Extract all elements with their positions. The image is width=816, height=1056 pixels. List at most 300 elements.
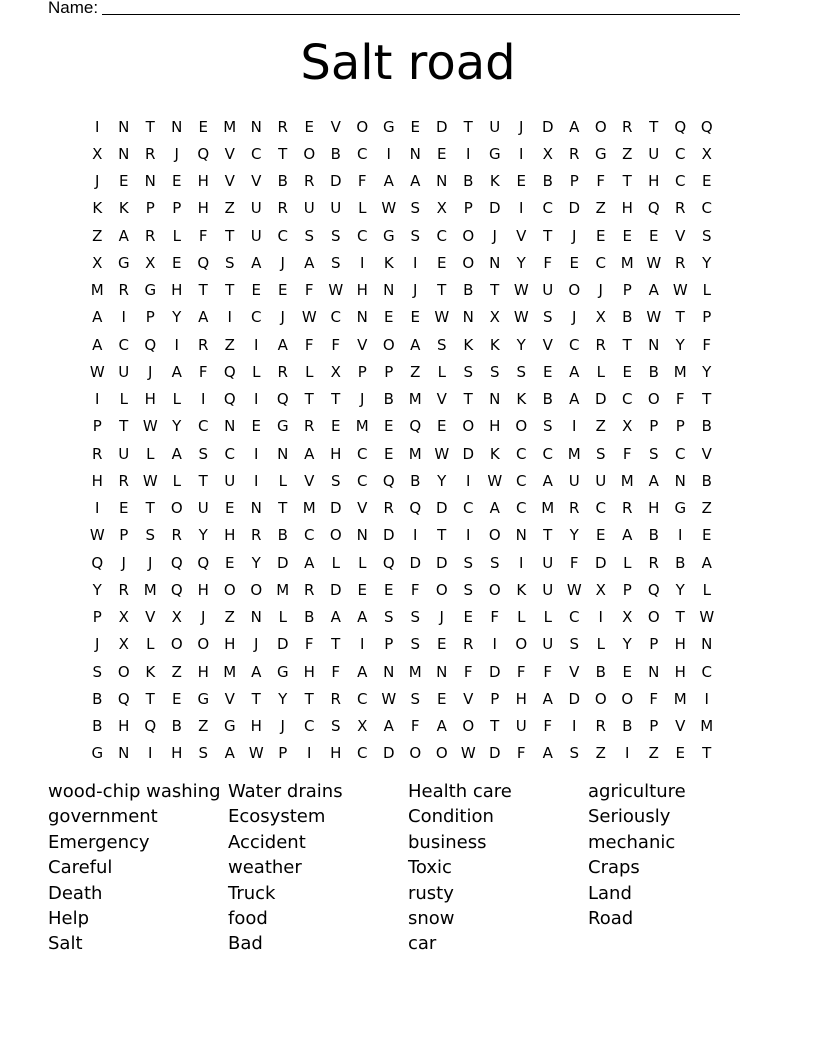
grid-letter: T <box>304 390 314 409</box>
grid-letter: A <box>171 362 182 381</box>
grid-letter: K <box>383 253 394 272</box>
word-list-item: wood-chip washing <box>48 781 221 802</box>
grid-letter: D <box>541 117 554 136</box>
grid-letter: W <box>672 281 688 300</box>
grid-letter: U <box>250 199 262 218</box>
grid-letter: N <box>250 117 262 136</box>
grid-letter: T <box>145 499 155 518</box>
grid-letter: Z <box>198 717 209 736</box>
grid-letter: L <box>331 553 340 572</box>
grid-letter: S <box>569 635 580 654</box>
grid-letter: R <box>330 689 341 708</box>
grid-letter: Z <box>595 199 606 218</box>
grid-letter: A <box>542 744 553 763</box>
grid-letter: G <box>382 117 395 136</box>
grid-letter: Z <box>701 499 712 518</box>
grid-letter: C <box>251 144 262 163</box>
grid-letter: M <box>620 471 634 490</box>
grid-letter: B <box>675 553 686 572</box>
grid-letter: C <box>675 444 686 463</box>
grid-letter: R <box>622 117 633 136</box>
grid-letter: E <box>304 117 314 136</box>
grid-letter: A <box>92 308 103 327</box>
grid-letter: R <box>277 362 288 381</box>
grid-letter: S <box>304 226 315 245</box>
grid-letter: L <box>437 362 446 381</box>
grid-letter: G <box>276 417 289 436</box>
grid-letter: X <box>489 308 500 327</box>
grid-letter: L <box>146 444 155 463</box>
grid-letter: E <box>675 744 685 763</box>
grid-letter: B <box>622 308 633 327</box>
grid-letter: P <box>278 744 288 763</box>
grid-letter: U <box>330 199 342 218</box>
grid-letter: M <box>567 444 581 463</box>
grid-letter: Q <box>223 362 236 381</box>
grid-letter: X <box>145 253 156 272</box>
grid-letter: H <box>91 471 103 490</box>
grid-letter: T <box>543 226 553 245</box>
grid-letter: L <box>623 553 632 572</box>
grid-letter: T <box>225 226 235 245</box>
grid-letter: Z <box>648 744 659 763</box>
grid-letter: G <box>488 144 501 163</box>
grid-letter: Q <box>170 553 183 572</box>
grid-letter: E <box>543 362 553 381</box>
grid-letter: I <box>466 144 471 163</box>
grid-letter: O <box>409 744 422 763</box>
grid-letter: E <box>437 253 447 272</box>
grid-letter: Z <box>92 226 103 245</box>
grid-letter: N <box>462 308 474 327</box>
grid-letter: P <box>702 308 712 327</box>
grid-letter: M <box>223 662 237 681</box>
grid-letter: E <box>198 117 208 136</box>
grid-letter: C <box>516 444 527 463</box>
grid-letter: H <box>330 444 342 463</box>
grid-letter: N <box>356 308 368 327</box>
grid-letter: A <box>357 662 368 681</box>
grid-letter: R <box>277 117 288 136</box>
puzzle-title: Salt road <box>300 35 516 91</box>
grid-letter: A <box>383 717 394 736</box>
grid-letter: O <box>250 580 263 599</box>
grid-letter: I <box>95 390 100 409</box>
grid-letter: W <box>487 471 503 490</box>
grid-letter: Z <box>224 335 235 354</box>
word-list-item: rusty <box>408 882 454 904</box>
grid-letter: I <box>466 526 471 545</box>
grid-letter: H <box>250 717 262 736</box>
grid-letter: T <box>278 499 288 518</box>
grid-letter: R <box>569 144 580 163</box>
grid-letter: N <box>118 144 130 163</box>
grid-letter: E <box>225 553 235 572</box>
grid-letter: K <box>489 444 500 463</box>
grid-letter: S <box>410 689 421 708</box>
grid-letter: I <box>386 144 391 163</box>
grid-letter: F <box>649 689 659 708</box>
grid-letter: B <box>463 172 474 191</box>
grid-letter: C <box>542 199 553 218</box>
grid-letter: I <box>704 689 709 708</box>
grid-letter: O <box>435 744 448 763</box>
grid-letter: A <box>251 662 262 681</box>
grid-letter: F <box>543 662 553 681</box>
grid-letter: X <box>330 362 341 381</box>
grid-letter: C <box>357 689 368 708</box>
grid-letter: F <box>463 662 473 681</box>
grid-letter: M <box>541 499 555 518</box>
grid-letter: E <box>357 580 367 599</box>
word-list-item: Ecosystem <box>228 806 326 828</box>
word-list-item: Seriously <box>588 806 671 828</box>
grid-letter: F <box>331 335 341 354</box>
grid-letter: L <box>543 608 552 627</box>
grid-letter: T <box>702 744 712 763</box>
grid-letter: W <box>460 744 476 763</box>
grid-letter: R <box>463 635 474 654</box>
grid-letter: L <box>358 553 367 572</box>
grid-letter: K <box>489 335 500 354</box>
grid-letter: X <box>701 144 712 163</box>
grid-letter: H <box>197 172 209 191</box>
grid-letter: O <box>356 117 369 136</box>
grid-letter: V <box>701 444 712 463</box>
grid-letter: O <box>462 417 475 436</box>
grid-letter: T <box>331 635 341 654</box>
grid-letter: U <box>118 444 130 463</box>
grid-letter: I <box>121 308 126 327</box>
grid-letter: J <box>280 253 285 272</box>
grid-letter: H <box>144 390 156 409</box>
grid-letter: R <box>92 444 103 463</box>
grid-letter: D <box>462 444 475 463</box>
grid-letter: C <box>569 335 580 354</box>
grid-letter: O <box>435 580 448 599</box>
grid-letter: T <box>702 390 712 409</box>
grid-letter: I <box>360 253 365 272</box>
grid-letter: K <box>489 172 500 191</box>
word-list-item: food <box>228 907 268 929</box>
grid-letter: I <box>572 417 577 436</box>
grid-letter: I <box>598 608 603 627</box>
grid-letter: V <box>357 335 368 354</box>
grid-letter: I <box>254 471 259 490</box>
grid-letter: S <box>463 553 474 572</box>
grid-letter: W <box>142 417 158 436</box>
grid-letter: P <box>172 199 182 218</box>
grid-letter: B <box>595 662 606 681</box>
grid-letter: T <box>675 308 685 327</box>
grid-letter: G <box>197 689 210 708</box>
grid-letter: J <box>148 362 153 381</box>
grid-letter: L <box>517 608 526 627</box>
grid-letter: O <box>170 635 183 654</box>
grid-letter: H <box>330 744 342 763</box>
grid-letter: F <box>596 172 606 191</box>
grid-letter: E <box>251 417 261 436</box>
grid-letter: E <box>437 635 447 654</box>
grid-letter: L <box>252 362 261 381</box>
grid-letter: C <box>277 226 288 245</box>
grid-letter: J <box>148 553 153 572</box>
grid-letter: U <box>489 117 501 136</box>
grid-letter: P <box>92 417 102 436</box>
grid-letter: D <box>435 553 448 572</box>
grid-letter: W <box>248 744 264 763</box>
grid-letter: I <box>519 144 524 163</box>
grid-letter: T <box>198 471 208 490</box>
grid-letter: E <box>437 689 447 708</box>
grid-letter: E <box>172 172 182 191</box>
grid-letter: U <box>197 499 209 518</box>
grid-letter: I <box>148 744 153 763</box>
grid-letter: Q <box>144 335 157 354</box>
grid-letter: C <box>569 608 580 627</box>
grid-letter: S <box>383 608 394 627</box>
grid-letter: T <box>437 281 447 300</box>
grid-letter: E <box>225 499 235 518</box>
grid-letter: S <box>198 744 209 763</box>
grid-letter: L <box>172 471 181 490</box>
grid-letter: S <box>198 444 209 463</box>
grid-letter: M <box>408 662 422 681</box>
grid-letter: D <box>488 744 501 763</box>
grid-letter: D <box>276 553 289 572</box>
grid-letter: P <box>384 362 394 381</box>
grid-letter: U <box>648 144 660 163</box>
grid-letter: O <box>170 499 183 518</box>
grid-letter: Z <box>622 144 633 163</box>
grid-letter: X <box>595 580 606 599</box>
grid-letter: Q <box>382 553 395 572</box>
grid-letter: O <box>621 689 634 708</box>
grid-letter: J <box>254 635 259 654</box>
grid-letter: U <box>224 471 236 490</box>
grid-letter: T <box>675 608 685 627</box>
grid-letter: L <box>119 390 128 409</box>
grid-letter: L <box>172 390 181 409</box>
grid-letter: O <box>117 662 130 681</box>
grid-letter: A <box>92 335 103 354</box>
grid-letter: P <box>357 362 367 381</box>
grid-letter: I <box>625 744 630 763</box>
grid-letter: O <box>197 635 210 654</box>
grid-letter: E <box>437 417 447 436</box>
grid-letter: P <box>622 580 632 599</box>
grid-letter: B <box>648 526 659 545</box>
grid-letter: C <box>516 499 527 518</box>
grid-letter: O <box>515 635 528 654</box>
grid-letter: F <box>198 362 208 381</box>
grid-letter: F <box>516 744 526 763</box>
grid-letter: C <box>304 717 315 736</box>
grid-letter: W <box>646 253 662 272</box>
grid-letter: S <box>330 253 341 272</box>
grid-letter: Q <box>409 417 422 436</box>
grid-letter: J <box>413 281 418 300</box>
grid-letter: Y <box>622 635 632 654</box>
grid-letter: C <box>118 335 129 354</box>
grid-letter: I <box>519 553 524 572</box>
grid-letter: H <box>648 499 660 518</box>
grid-letter: Y <box>92 580 102 599</box>
grid-letter: T <box>198 281 208 300</box>
grid-letter: P <box>119 526 129 545</box>
grid-letter: B <box>383 390 394 409</box>
grid-letter: E <box>649 226 659 245</box>
grid-letter: C <box>463 499 474 518</box>
grid-letter: P <box>145 199 155 218</box>
grid-letter: U <box>303 199 315 218</box>
grid-letter: B <box>330 144 341 163</box>
grid-letter: H <box>674 635 686 654</box>
grid-letter: R <box>595 335 606 354</box>
grid-letter: J <box>280 717 285 736</box>
grid-letter: R <box>569 499 580 518</box>
grid-letter: Q <box>276 390 289 409</box>
grid-letter: E <box>569 253 579 272</box>
grid-letter: T <box>490 717 500 736</box>
grid-letter: M <box>673 362 687 381</box>
grid-letter: J <box>360 390 365 409</box>
word-list-item: Emergency <box>48 831 150 853</box>
grid-letter: O <box>329 526 342 545</box>
grid-letter: U <box>515 717 527 736</box>
grid-letter: U <box>595 471 607 490</box>
grid-letter: W <box>513 281 529 300</box>
grid-letter: A <box>648 281 659 300</box>
grid-letter: F <box>516 662 526 681</box>
grid-letter: Q <box>409 499 422 518</box>
grid-letter: R <box>171 526 182 545</box>
grid-letter: E <box>384 444 394 463</box>
grid-letter: H <box>489 417 501 436</box>
grid-letter: W <box>513 308 529 327</box>
grid-letter: R <box>145 144 156 163</box>
word-list-item: snow <box>408 907 455 929</box>
grid-letter: A <box>542 689 553 708</box>
grid-letter: Y <box>172 417 182 436</box>
grid-letter: F <box>622 444 632 463</box>
grid-letter: L <box>596 635 605 654</box>
grid-letter: W <box>89 526 105 545</box>
grid-letter: O <box>568 281 581 300</box>
grid-letter: A <box>383 172 394 191</box>
grid-letter: F <box>357 172 367 191</box>
grid-letter: T <box>463 117 473 136</box>
grid-letter: B <box>463 281 474 300</box>
grid-letter: A <box>304 444 315 463</box>
grid-letter: M <box>355 417 369 436</box>
grid-letter: S <box>436 335 447 354</box>
grid-letter: P <box>490 689 500 708</box>
name-underline <box>102 0 740 15</box>
grid-letter: C <box>357 226 368 245</box>
grid-letter: T <box>331 390 341 409</box>
grid-letter: N <box>118 117 130 136</box>
grid-letter: C <box>595 499 606 518</box>
grid-letter: W <box>434 444 450 463</box>
grid-letter: E <box>410 308 420 327</box>
grid-letter: E <box>702 172 712 191</box>
grid-letter: R <box>251 526 262 545</box>
grid-letter: H <box>224 526 236 545</box>
grid-letter: C <box>357 444 368 463</box>
grid-letter: H <box>224 635 236 654</box>
grid-letter: A <box>224 744 235 763</box>
grid-letter: W <box>699 608 715 627</box>
grid-letter: S <box>516 362 527 381</box>
grid-letter: Q <box>647 199 660 218</box>
grid-letter: M <box>700 717 714 736</box>
grid-letter: E <box>119 172 129 191</box>
grid-letter: A <box>277 335 288 354</box>
word-list-item: Bad <box>228 933 263 955</box>
grid-letter: X <box>118 608 129 627</box>
grid-letter: O <box>594 689 607 708</box>
grid-letter: T <box>649 117 659 136</box>
grid-letter: X <box>92 253 103 272</box>
grid-letter: R <box>622 499 633 518</box>
grid-letter: E <box>410 117 420 136</box>
grid-letter: T <box>278 144 288 163</box>
grid-letter: Q <box>117 689 130 708</box>
grid-letter: S <box>463 580 474 599</box>
grid-letter: O <box>488 580 501 599</box>
grid-letter: L <box>596 362 605 381</box>
grid-letter: F <box>331 662 341 681</box>
grid-letter: W <box>89 362 105 381</box>
grid-letter: B <box>92 717 103 736</box>
grid-letter: S <box>701 226 712 245</box>
grid-letter: X <box>436 199 447 218</box>
grid-letter: V <box>675 717 686 736</box>
grid-letter: I <box>201 390 206 409</box>
grid-letter: G <box>117 253 130 272</box>
grid-letter: M <box>408 390 422 409</box>
grid-letter: B <box>92 689 103 708</box>
grid-letter: R <box>145 226 156 245</box>
grid-letter: E <box>702 526 712 545</box>
grid-letter: J <box>121 553 126 572</box>
grid-letter: U <box>542 580 554 599</box>
grid-letter: E <box>331 417 341 436</box>
grid-letter: M <box>620 253 634 272</box>
grid-letter: R <box>675 199 686 218</box>
grid-letter: K <box>145 662 156 681</box>
grid-letter: Q <box>197 553 210 572</box>
grid-letter: T <box>251 689 261 708</box>
grid-letter: M <box>90 281 104 300</box>
word-list-item: business <box>408 831 487 853</box>
grid-letter: I <box>95 499 100 518</box>
grid-letter: H <box>356 281 368 300</box>
grid-letter: S <box>410 608 421 627</box>
grid-letter: C <box>224 444 235 463</box>
grid-letter: R <box>675 253 686 272</box>
grid-letter: W <box>381 689 397 708</box>
grid-letter: D <box>488 199 501 218</box>
grid-letter: N <box>277 444 289 463</box>
grid-letter: Q <box>223 390 236 409</box>
grid-letter: K <box>118 199 129 218</box>
grid-letter: D <box>329 580 342 599</box>
grid-letter: V <box>463 689 474 708</box>
grid-letter: N <box>489 253 501 272</box>
grid-letter: N <box>515 526 527 545</box>
